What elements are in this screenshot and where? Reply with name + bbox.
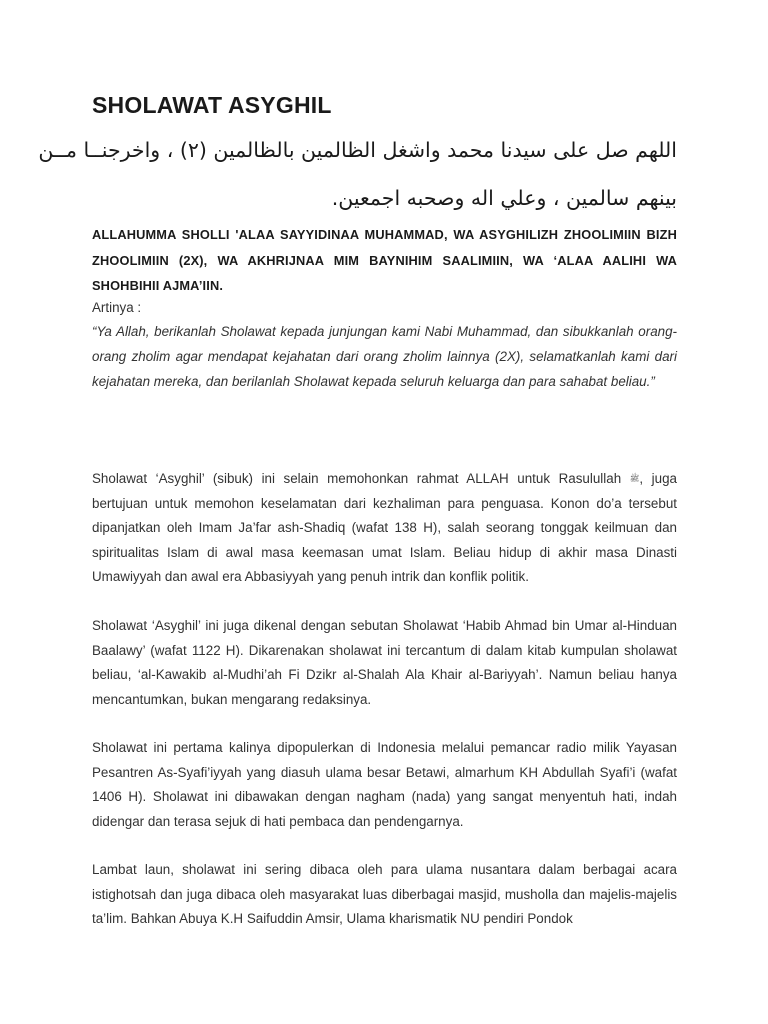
- transliteration-text: ALLAHUMMA SHOLLI 'ALAA SAYYIDINAA MUHAMMAD, WA ASYGHILIZH ZHOOLIMIIN BIZH ZHOOLIMIIN (2X), WA AKHRIJNAA MIM BAYNIHIM SAALIMIIN, WA ‘ALAA AALIHI WA SHOHBIHII AJMA’IIN.: [92, 227, 677, 293]
- arabic-text-line-1: اللهم صل على سيدنا محمد واشغل الظالمين بالظالمين (٢) ، واخرجنــا مــن: [38, 138, 677, 162]
- paragraph-4: Lambat laun, sholawat ini sering dibaca oleh para ulama nusantara dalam berbagai acara istighotsah dan juga dibaca oleh masyarakat luas diberbagai masjid, musholla dan majelis-majelis ta’lim. Bahkan Abuya K.H Saifuddin Amsir, Ulama kharismatik NU pendiri Pondok: [92, 862, 677, 927]
- paragraph-2: Sholawat ‘Asyghil’ ini juga dikenal dengan sebutan Sholawat ‘Habib Ahmad bin Umar al-Hinduan Baalawy’ (wafat 1122 H). Dikarenakan sholawat ini tercantum di dalam kitab kumpulan sholawat beliau, ‘al-Kawakib al-Mudhi’ah Fi Dzikr al-Shalah Ala Khair al-Bariyyah’. Namun beliau hanya mencantumkan, bukan mengarang redaksinya.: [92, 618, 677, 707]
- meaning-label: Artinya :: [92, 300, 142, 315]
- paragraph-1-part-1: Sholawat ‘Asyghil’ (sibuk) ini selain memohonkan rahmat ALLAH untuk Rasulullah: [92, 471, 630, 486]
- arabic-text-line-2: بينهم سالمين ، وعلي اله وصحبه اجمعين.: [331, 186, 677, 210]
- paragraph-1-part-2: , juga bertujuan untuk memohon keselamatan dari kezhaliman para penguasa. Konon do’a tersebut dipanjatkan oleh Imam Ja’far ash-Shadiq (wafat 138 H), salah seorang tonggak keilmuan dan spiritualitas Islam di awal masa keemasan umat Islam. Beliau hidup di akhir masa Dinasti Umawiyyah dan awal era Abbasiyyah yang penuh intrik dan konflik politik.: [92, 471, 677, 585]
- meaning-text: “Ya Allah, berikanlah Sholawat kepada junjungan kami Nabi Muhammad, dan sibukkanlah orang-orang zholim agar mendapat kejahatan dari orang zholim lainnya (2X), selamatkanlah kami dari kejahatan mereka, dan berilanlah Sholawat kepada seluruh keluarga dan para sahabat beliau.”: [92, 324, 677, 389]
- salawat-symbol: ﷺ: [629, 474, 640, 483]
- paragraph-1: [92, 467, 677, 590]
- paragraph-3: Sholawat ini pertama kalinya dipopulerkan di Indonesia melalui pemancar radio milik Yayasan Pesantren As-Syafi’iyyah yang diasuh ulama besar Betawi, almarhum KH Abdullah Syafi’i (wafat 1406 H). Sholawat ini dibawakan dengan nagham (nada) yang sangat menyentuh hati, indah didengar dan terasa sejuk di hati pembaca dan pendengarnya.: [92, 740, 677, 829]
- document-title: SHOLAWAT ASYGHIL: [92, 92, 332, 118]
